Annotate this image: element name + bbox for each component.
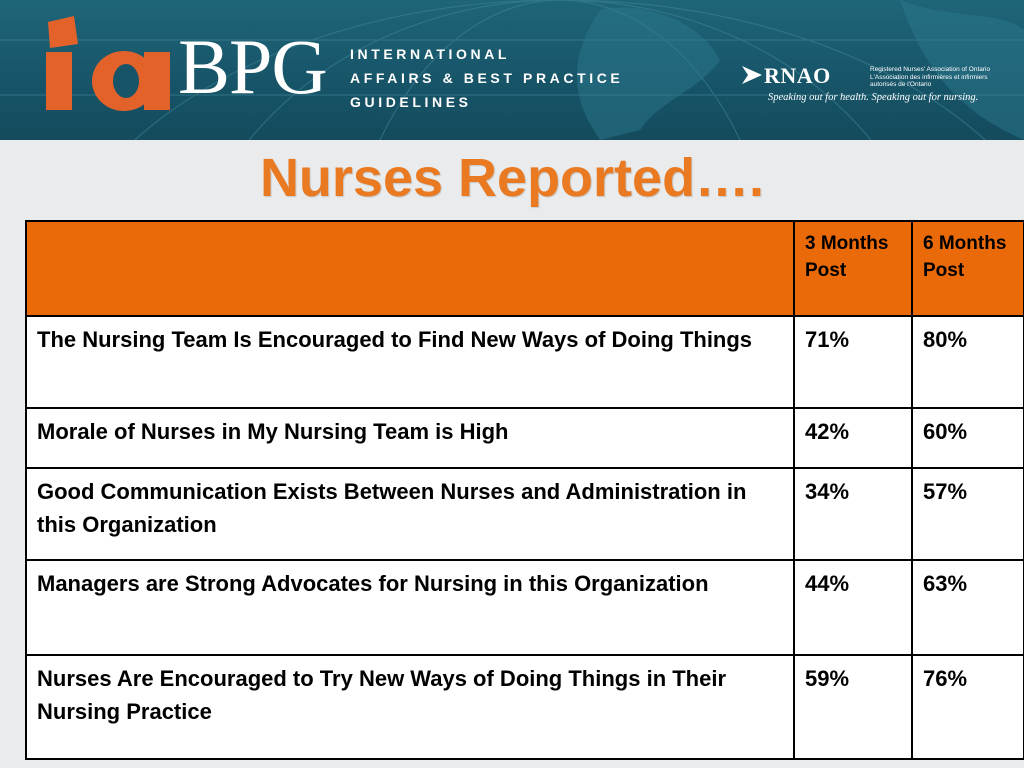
statement-cell: Morale of Nurses in My Nursing Team is High xyxy=(26,408,794,468)
value-cell-3-months: 59% xyxy=(794,655,912,759)
rnao-description-line: autorisés de l'Ontario xyxy=(870,81,932,88)
table-header-row xyxy=(26,221,1024,316)
bpg-logo: BPG xyxy=(178,23,327,110)
table-row xyxy=(26,316,1024,408)
table-row xyxy=(26,655,1024,759)
logo-subtitle-line: AFFAIRS & BEST PRACTICE xyxy=(350,70,624,86)
value-cell-3-months: 44% xyxy=(794,560,912,655)
rnao-description-line: Registered Nurses' Association of Ontario xyxy=(870,66,991,73)
rnao-logo xyxy=(742,62,992,112)
value-cell-3-months: 71% xyxy=(794,316,912,408)
table-row xyxy=(26,468,1024,560)
table-row xyxy=(26,408,1024,468)
statement-cell: Managers are Strong Advocates for Nursing in this Organization xyxy=(26,560,794,655)
value-cell-6-months: 63% xyxy=(912,560,1024,655)
value-cell-3-months: 42% xyxy=(794,408,912,468)
header-cell-6-months: 6 Months Post xyxy=(912,221,1024,316)
rnao-description xyxy=(870,66,990,89)
rnao-arrow-icon xyxy=(742,66,762,84)
survey-results-table xyxy=(25,220,1024,760)
value-cell-6-months: 76% xyxy=(912,655,1024,759)
value-cell-3-months: 34% xyxy=(794,468,912,560)
rnao-tagline: Speaking out for health. Speaking out for nursing. xyxy=(768,92,979,103)
rnao-name: RNAO xyxy=(764,63,831,88)
rnao-description-line: L'Association des infirmières et infirmiers xyxy=(870,73,988,81)
value-cell-6-months: 80% xyxy=(912,316,1024,408)
header-cell-3-months: 3 Months Post xyxy=(794,221,912,316)
statement-cell: Good Communication Exists Between Nurses and Administration in this Organization xyxy=(26,468,794,560)
statement-cell: The Nursing Team Is Encouraged to Find New Ways of Doing Things xyxy=(26,316,794,408)
value-cell-6-months: 57% xyxy=(912,468,1024,560)
statement-cell: Nurses Are Encouraged to Try New Ways of Doing Things in Their Nursing Practice xyxy=(26,655,794,759)
logo-subtitle xyxy=(350,42,623,114)
page-title: Nurses Reported…. xyxy=(259,148,765,208)
header-banner xyxy=(0,0,1024,140)
value-cell-6-months: 60% xyxy=(912,408,1024,468)
logo-subtitle-line: GUIDELINES xyxy=(350,94,472,110)
logo-subtitle-line: INTERNATIONAL xyxy=(350,46,511,62)
table-row xyxy=(26,560,1024,655)
ia-logo-icon xyxy=(44,14,174,114)
header-cell-statement xyxy=(26,221,794,316)
